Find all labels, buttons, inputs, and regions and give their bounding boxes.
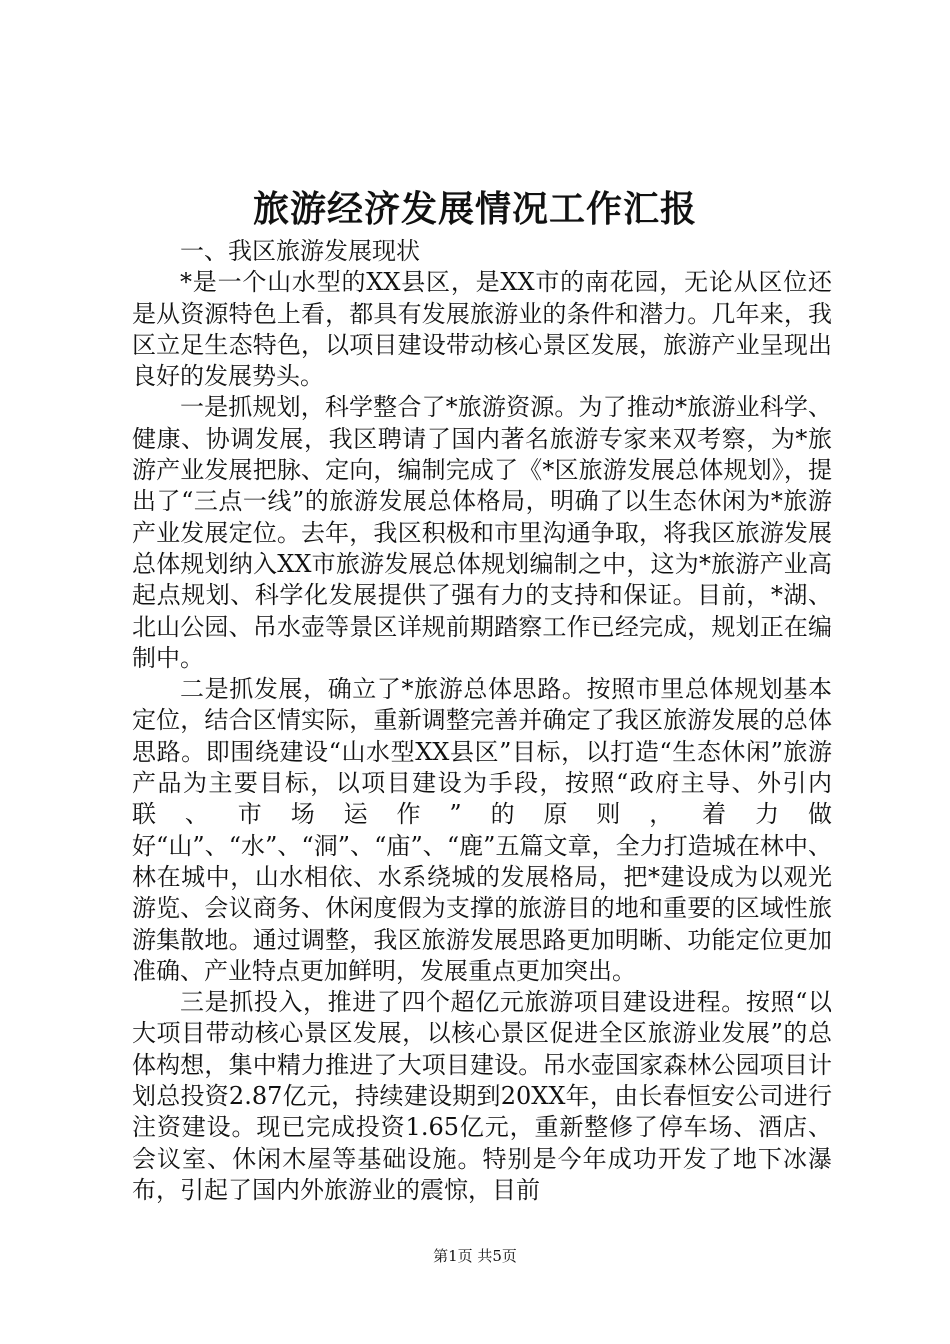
paragraph: 二是抓发展，确立了*旅游总体思路。按照市里总体规划基本定位，结合区情实际，重新调整完善并确定了我区旅游发展的总体思路。即围绕建设“山水型XX县区”目标，以打造“生态休闲”旅游产品为主要目标，以项目建设为手段，按照“政府主导、外引内联、市场运作”的原则，着力做好“山”、“水”、“洞”、“庙”、“鹿”五篇文章，全力打造城在林中、林在城中，山水相依、水系绕城的发展格局，把*建设成为以观光游览、会议商务、休闲度假为支撑的旅游目的地和重要的区域性旅游集散地。通过调整，我区旅游发展思路更加明晰、功能定位更加准确、产业特点更加鲜明，发展重点更加突出。 bbox=[132, 675, 832, 985]
paragraph: *是一个山水型的XX县区，是XX市的南花园，无论从区位还是从资源特色上看，都具有发展旅游业的条件和潜力。几年来，我区立足生态特色，以项目建设带动核心景区发展，旅游产业呈现出良好的发展势头。 bbox=[132, 268, 832, 391]
page-number-footer: 第1页 共5页 bbox=[433, 1247, 517, 1265]
document-title: 旅游经济发展情况工作汇报 bbox=[252, 188, 697, 230]
section-heading: 一、我区旅游发展现状 bbox=[180, 237, 420, 265]
paragraph: 三是抓投入，推进了四个超亿元旅游项目建设进程。按照“以大项目带动核心景区发展，以核心景区促进全区旅游业发展”的总体构想，集中精力推进了大项目建设。吊水壶国家森林公园项目计划总投资2.87亿元，持续建设期到20XX年，由长春恒安公司进行注资建设。现已完成投资1.65亿元，重新整修了停车场、酒店、会议室、休闲木屋等基础设施。特别是今年成功开发了地下冰瀑布，引起了国内外旅游业的震惊，目前 bbox=[132, 988, 832, 1204]
paragraph: 一是抓规划，科学整合了*旅游资源。为了推动*旅游业科学、健康、协调发展，我区聘请了国内著名旅游专家来双考察，为*旅游产业发展把脉、定向，编制完成了《*区旅游发展总体规划》，提出了“三点一线”的旅游发展总体格局，明确了以生态休闲为*旅游产业发展定位。去年，我区积极和市里沟通争取，将我区旅游发展总体规划纳入XX市旅游发展总体规划编制之中，这为*旅游产业高起点规划、科学化发展提供了强有力的支持和保证。目前，*湖、北山公园、吊水壶等景区详规前期踏察工作已经完成，规划正在编制中。 bbox=[132, 393, 832, 672]
document-body bbox=[132, 236, 832, 1206]
